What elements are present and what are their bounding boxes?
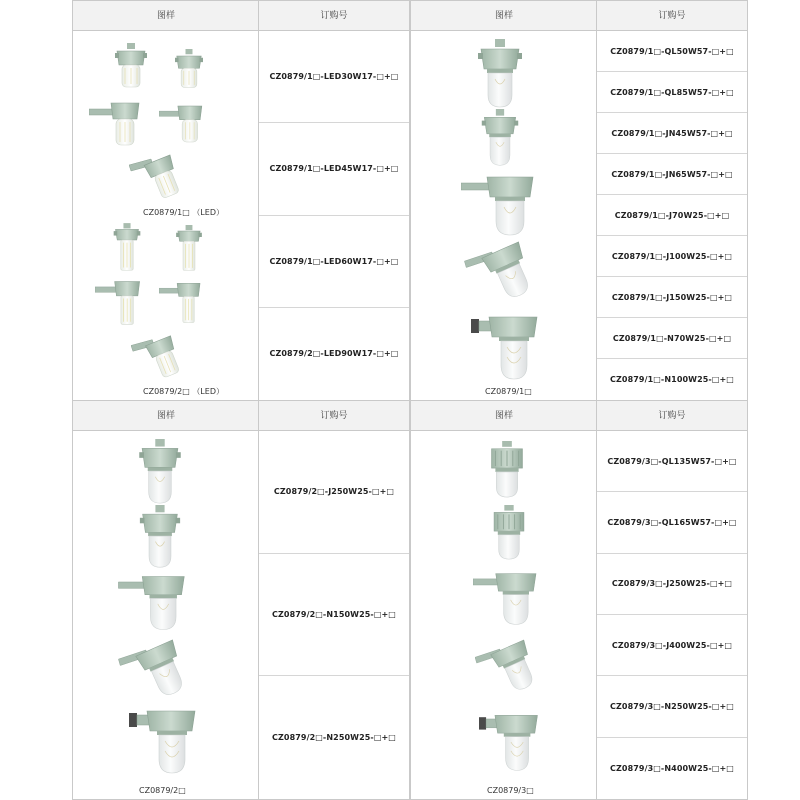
- order-number-cell: CZ0879/3□-QL165W57-□+□: [597, 492, 747, 553]
- lamp-image: [479, 707, 541, 777]
- order-number-cell: CZ0879/1□-J100W25-□+□: [597, 236, 747, 277]
- led-lamp-image: [159, 99, 207, 149]
- header-image: 图样: [411, 1, 597, 31]
- order-number-cell: CZ0879/1□-N100W25-□+□: [610, 375, 734, 384]
- order-number-cell: CZ0879/1□-J70W25-□+□: [597, 195, 747, 236]
- lamp-image: [471, 311, 541, 383]
- lamp-image: [115, 571, 195, 635]
- lamp-image: [475, 39, 525, 109]
- lamp-image: [485, 441, 529, 499]
- led-lamp-image: [113, 43, 149, 91]
- led-lamp-image: [159, 277, 205, 329]
- order-number-cell: CZ0879/2□-N250W25-□+□: [272, 733, 396, 743]
- lamp-image: [135, 439, 185, 505]
- led-lamp-image: [129, 153, 185, 203]
- header-image: 图样: [73, 1, 259, 31]
- order-number-cell: CZ0879/1□-LED30W17-□+□: [259, 31, 409, 123]
- order-number-cell: CZ0879/3□-N250W25-□+□: [597, 676, 747, 737]
- lamp-image: [477, 109, 523, 167]
- order-number-cell: CZ0879/1□-LED45W17-□+□: [259, 123, 409, 215]
- header-order: 订购号: [597, 401, 747, 431]
- caption-led-1: CZ0879/1□ （LED）: [143, 208, 224, 217]
- led-lamp-image: [173, 49, 205, 91]
- order-number-cell: CZ0879/1□-JN65W57-□+□: [597, 154, 747, 195]
- lamp-image: [487, 505, 531, 561]
- header-image: 图样: [411, 401, 597, 431]
- header-order: 订购号: [259, 401, 409, 431]
- order-number-cell: CZ0879/1□-LED60W17-□+□: [259, 216, 409, 308]
- caption-3: CZ0879/3□: [487, 786, 534, 795]
- panel-1-series: [410, 0, 748, 401]
- lamp-image: [133, 505, 187, 569]
- header-order: 订购号: [259, 1, 409, 31]
- order-number-cell: CZ0879/2□-J250W25-□+□: [259, 431, 409, 554]
- caption-1: CZ0879/1□: [485, 387, 532, 396]
- led-lamp-image: [131, 333, 185, 383]
- led-lamp-image: [111, 223, 143, 273]
- led-lamp-image: [173, 225, 205, 273]
- panel-3-series: [410, 400, 748, 800]
- order-number-cell: CZ0879/2□-LED90W17-□+□: [269, 349, 399, 359]
- panel-led-series: [72, 0, 410, 401]
- order-number-cell: CZ0879/1□-J150W25-□+□: [597, 277, 747, 318]
- order-number-cell: CZ0879/3□-N400W25-□+□: [610, 763, 734, 773]
- header-order: 订购号: [597, 1, 747, 31]
- lamp-image: [475, 637, 541, 699]
- order-number-cell: CZ0879/1□-JN45W57-□+□: [597, 113, 747, 154]
- panel-2-series: [72, 400, 410, 800]
- order-number-cell: CZ0879/3□-QL135W57-□+□: [597, 431, 747, 492]
- order-number-cell: CZ0879/2□-N150W25-□+□: [259, 554, 409, 677]
- led-lamp-image: [95, 277, 145, 329]
- order-number-cell: CZ0879/3□-J250W25-□+□: [597, 554, 747, 615]
- order-number-cell: CZ0879/1□-N70W25-□+□: [597, 318, 747, 359]
- lamp-image: [473, 567, 543, 631]
- lamp-image: [463, 241, 539, 305]
- lamp-image: [117, 639, 193, 703]
- order-number-cell: CZ0879/1□-QL85W57-□+□: [597, 72, 747, 113]
- caption-led-2: CZ0879/2□ （LED）: [143, 387, 224, 396]
- order-number-cell: CZ0879/1□-QL50W57-□+□: [597, 31, 747, 72]
- header-image: 图样: [73, 401, 259, 431]
- order-number-cell: CZ0879/3□-J400W25-□+□: [597, 615, 747, 676]
- caption-2: CZ0879/2□: [139, 786, 186, 795]
- lamp-image: [129, 705, 199, 777]
- lamp-image: [461, 171, 541, 241]
- led-lamp-image: [89, 99, 145, 149]
